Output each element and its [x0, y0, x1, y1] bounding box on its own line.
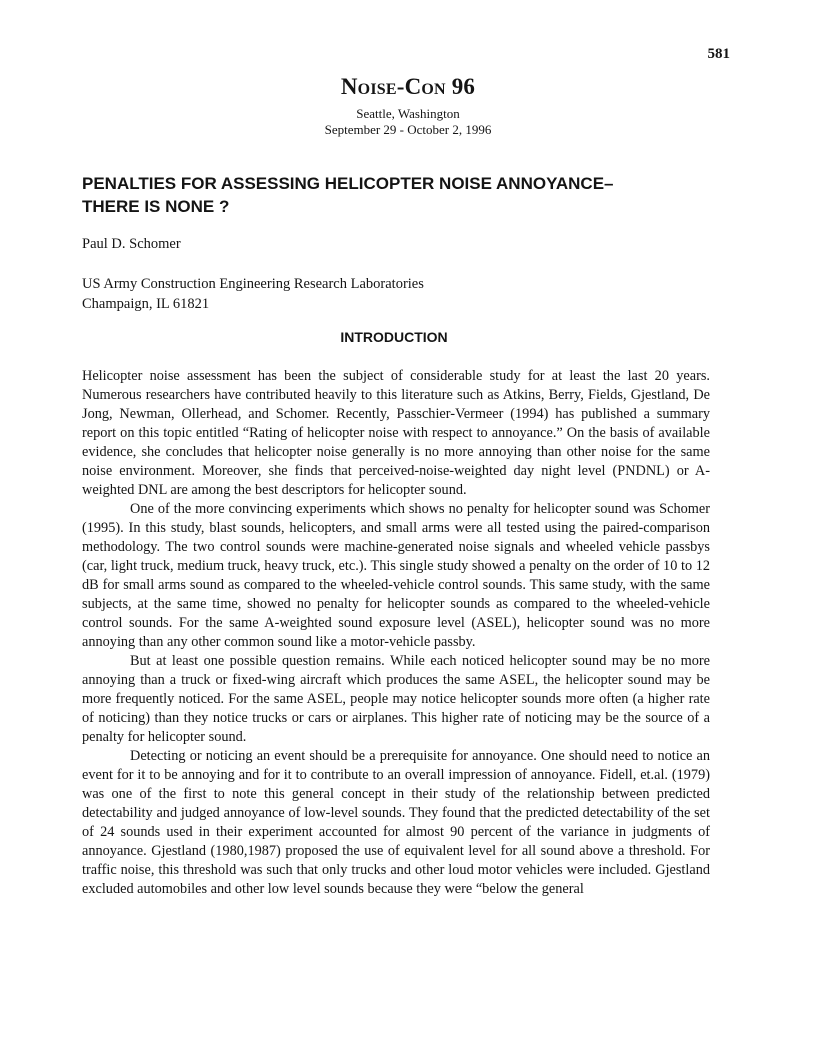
section-heading-introduction: INTRODUCTION [340, 329, 448, 345]
conference-location: Seattle, Washington [356, 106, 460, 121]
affiliation-line-2: Champaign, IL 61821 [82, 296, 210, 312]
affiliation-line-1: US Army Construction Engineering Research Laboratories [82, 276, 424, 292]
paragraph-4: Detecting or noticing an event should be a prerequisite for annoyance. One should need to notice an event for it to be annoying and for it to contribute to an overall impression of annoyance. Fidell, et.al. (1979) was one of the first to note this general concept in their study of the relationship between predicted detectability and judged annoyance of low-level sounds. They found that the predicted detectability of the set of 24 sounds used in their experiment accounted for almost 90 percent of the variance in judgments of annoyance. Gjestland (1980,1987) proposed the use of equivalent level for all sound above a threshold. For traffic noise, this threshold was such that only trucks and other loud motor vehicles were included. Gjestland excluded automobiles and other low level sounds because they were “below the general [82, 748, 710, 897]
page-number: 581 [707, 46, 730, 62]
paragraph-3: But at least one possible question remains. While each noticed helicopter sound may be no more annoying than a truck or fixed-wing aircraft which produces the same ASEL, the helicopter sound may be more frequently noticed. For the same ASEL, people may notice helicopter sounds more often (a higher rate of noticing) than they notice trucks or cars or airplanes. This higher rate of noticing may be the source of a penalty for helicopter sound. [82, 653, 710, 745]
author-name: Paul D. Schomer [82, 236, 181, 252]
author-affiliation [82, 274, 424, 314]
paper-title-line-2: THERE IS NONE ? [82, 197, 230, 216]
paragraph-1: Helicopter noise assessment has been the subject of considerable study for at least the last 20 years. Numerous researchers have contributed heavily to this literature such as Atkins, Berry, Fields, Gjestland, De Jong, Newman, Ollerhead, and Schomer. Recently, Passchier-Vermeer (1994) has published a summary report on this topic entitled “Rating of helicopter noise with respect to annoyance.” On the basis of available evidence, she concludes that helicopter noise generally is no more annoying than other noise for the same noise environment. Moreover, she finds that perceived-noise-weighted day night level (PNDNL) or A-weighted DNL are among the best descriptors for helicopter sound. [82, 368, 710, 498]
body-text [82, 367, 710, 899]
paper-title [82, 172, 722, 218]
conference-dates: September 29 - October 2, 1996 [324, 122, 492, 137]
paragraph-2: One of the more convincing experiments which shows no penalty for helicopter sound was Schomer (1995). In this study, blast sounds, helicopters, and small arms were all tested using the paired-comparison methodology. The two control sounds were machine-generated noise signals and wheeled vehicle passbys (car, light truck, medium truck, heavy truck, etc.). This single study showed a penalty on the order of 10 to 12 dB for small arms sound as compared to the wheeled-vehicle control sounds. This same study, with the same subjects, at the same time, showed no penalty for helicopter sounds as compared to the wheeled-vehicle control sounds. For the same A-weighted sound exposure level (ASEL), helicopter sound was no more annoying than any other common sound like a motor-vehicle passby. [82, 501, 710, 650]
conference-name: Noise-Con 96 [340, 74, 476, 99]
paper-title-line-1: PENALTIES FOR ASSESSING HELICOPTER NOISE ANNOYANCE– [82, 174, 614, 193]
